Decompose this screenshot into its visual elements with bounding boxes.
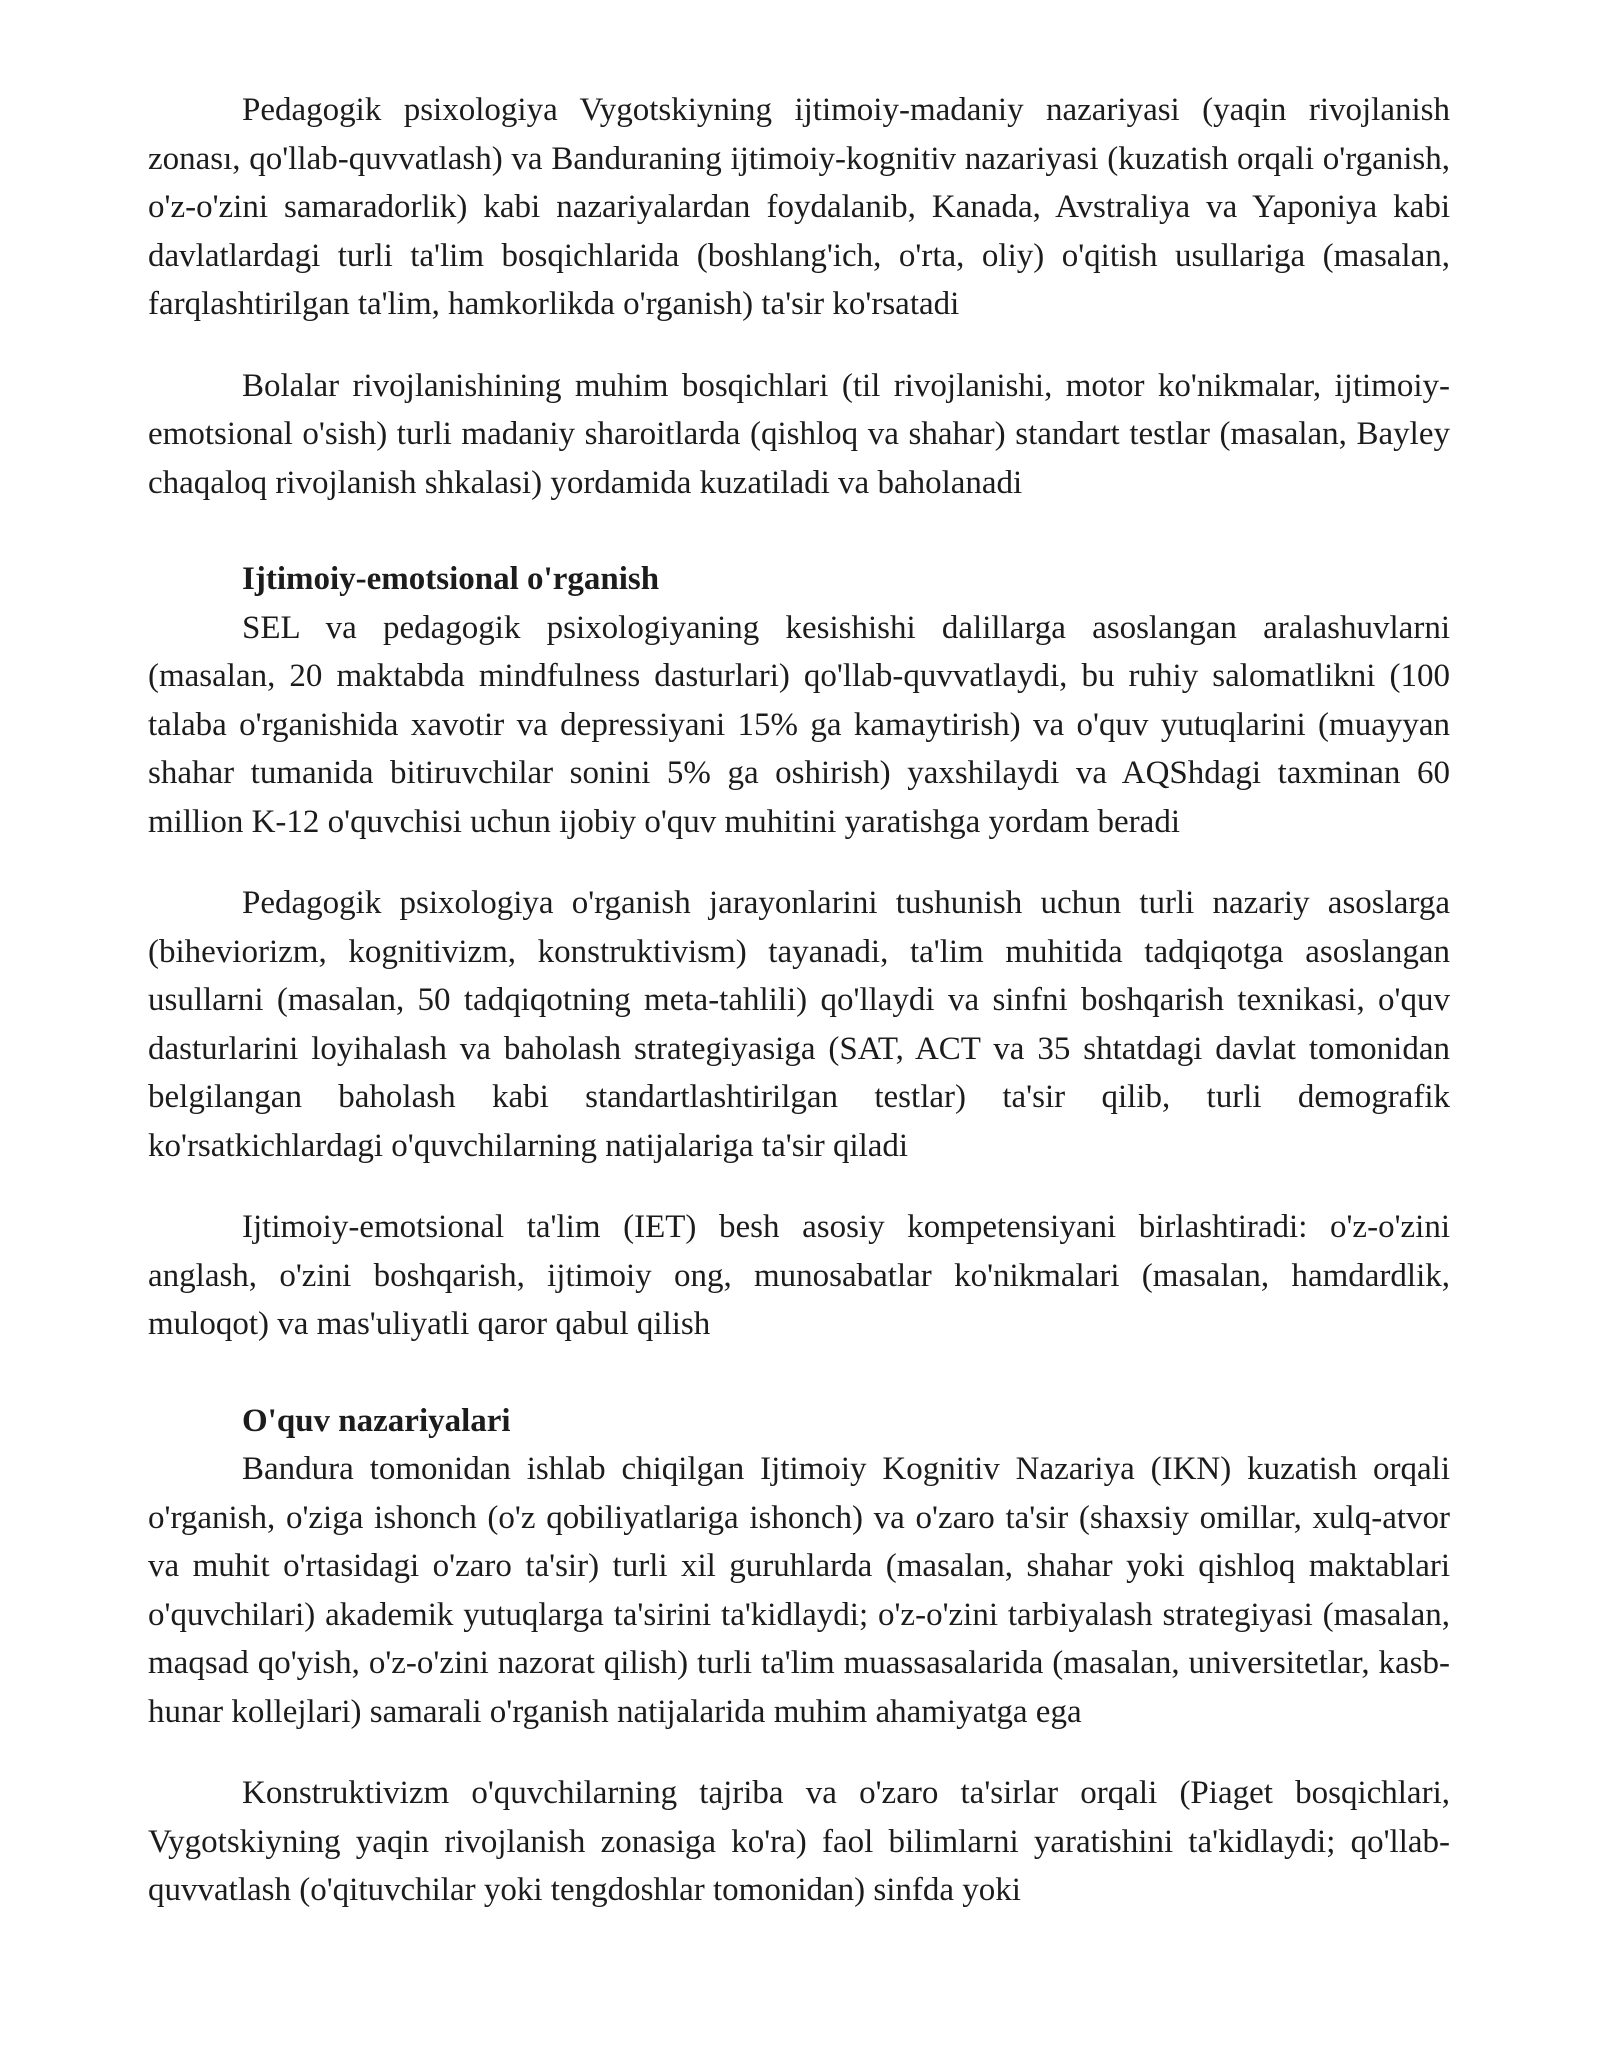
paragraph: Pedagogik psixologiya o'rganish jarayonlarini tushunish uchun turli nazariy asoslarga (biheviorizm, kognitivizm, konstruktivism) tayanadi, ta'lim muhitida tadqiqotga asoslangan usullarni (masalan, 50 tadqiqotning meta-tahlili) qo'llaydi va sinfni boshqarish texnikasi, o'quv dasturlarini loyihalash va baholash strategiyasiga (SAT, ACT va 35 shtatdagi davlat tomonidan belgilangan baholash kabi standartlashtirilgan testlar) ta'sir qilib, turli demografik ko'rsatkichlardagi o'quvchilarning natijalariga ta'sir qiladi [148,885,1450,1164]
paragraph: Ijtimoiy-emotsional ta'lim (IET) besh asosiy kompetensiyani birlashtiradi: o'z-o'zini anglash, o'zini boshqarish, ijtimoiy ong, munosabatlar ko'nikmalari (masalan, hamdardlik, muloqot) va mas'uliyatli qaror qabul qilish [148,1209,1450,1342]
paragraph: SEL va pedagogik psixologiyaning kesishishi dalillarga asoslangan aralashuvlarni (masalan, 20 maktabda mindfulness dasturlari) qo'llab-quvvatlaydi, bu ruhiy salomatlikni (100 talaba o'rganishida xavotir va depressiyani 15% ga kamaytirish) va o'quv yutuqlarini (muayyan shahar tumanida bitiruvchilar sonini 5% ga oshirish) yaxshilaydi va AQShdagi taxminan 60 million K-12 o'quvchisi uchun ijobiy o'quv muhitini yaratishga yordam beradi [148,609,1450,840]
document-page [148,86,1450,1948]
paragraph: Pedagogik psixologiya Vygotskiyning ijtimoiy-madaniy nazariyasi (yaqin rivojlanish zonası, qo'llab-quvvatlash) va Banduraning ijtimoiy-kognitiv nazariyasi (kuzatish orqali o'rganish, o'z-o'zini samaradorlik) kabi nazariyalardan foydalanib, Kanada, Avstraliya va Yaponiya kabi davlatlardagi turli ta'lim bosqichlarida (boshlang'ich, o'rta, oliy) o'qitish usullariga (masalan, farqlashtirilgan ta'lim, hamkorlikda o'rganish) ta'sir ko'rsatadi [148,92,1450,322]
paragraph: Konstruktivizm o'quvchilarning tajriba va o'zaro ta'sirlar orqali (Piaget bosqichlari, Vygotskiyning yaqin rivojlanish zonasiga ko'ra) faol bilimlarni yaratishini ta'kidlaydi; qo'llab-quvvatlash (o'qituvchilar yoki tengdoshlar tomonidan) sinfda yoki [148,1775,1450,1908]
paragraph: Bolalar rivojlanishining muhim bosqichlari (til rivojlanishi, motor ko'nikmalar, ijtimoiy-emotsional o'sish) turli madaniy sharoitlarda (qishloq va shahar) standart testlar (masalan, Bayley chaqaloq rivojlanish shkalasi) yordamida kuzatiladi va baholanadi [148,367,1450,501]
section-heading: Ijtimoiy-emotsional o'rganish [242,561,660,597]
paragraph: Bandura tomonidan ishlab chiqilgan Ijtimoiy Kognitiv Nazariya (IKN) kuzatish orqali o'rganish, o'ziga ishonch (o'z qobiliyatlariga ishonch) va o'zaro ta'sir (shaxsiy omillar, xulq-atvor va muhit o'rtasidagi o'zaro ta'sir) turli xil guruhlarda (masalan, shahar yoki qishloq maktablari o'quvchilari) akademik yutuqlarga ta'sirini ta'kidlaydi; o'z-o'zini tarbiyalash strategiyasi (masalan, maqsad qo'yish, o'z-o'zini nazorat qilish) turli ta'lim muassasalarida (masalan, universitetlar, kasb-hunar kollejlari) samarali o'rganish natijalarida muhim ahamiyatga ega [148,1451,1450,1730]
section-heading: O'quv nazariyalari [242,1402,511,1439]
